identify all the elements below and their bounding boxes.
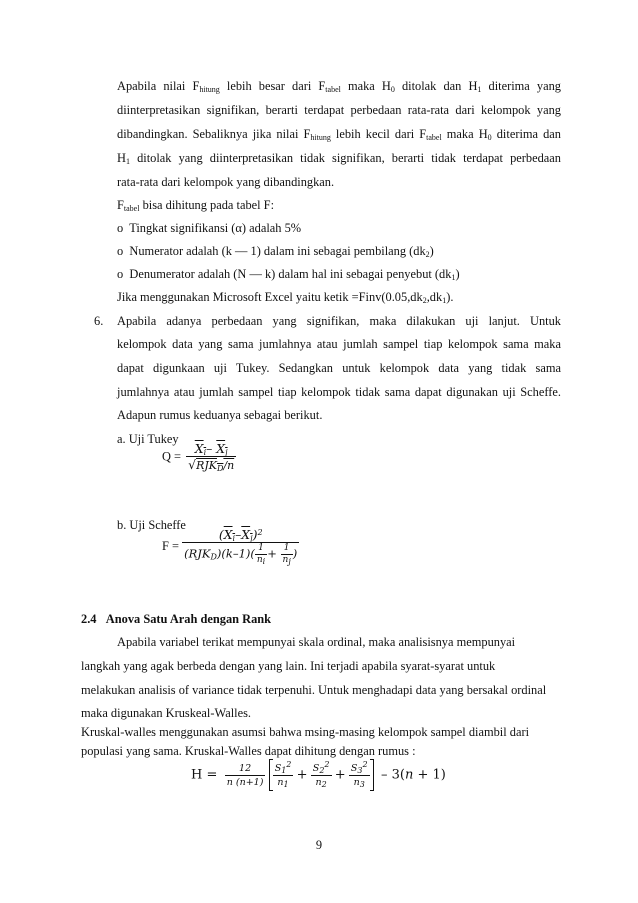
paragraph-line: Apabila variabel terikat mempunyai skala ordinal, maka analisisnya mempunyai [117, 635, 516, 649]
paragraph-line: Apabila nilai $F_{hitung}$ lebih besar dari $F_{tabel}$ maka $H_0$ ditolak dan $H_1$ diterima yang [117, 79, 561, 94]
paragraph-line: maka digunakan Kruskeal-Walles. [81, 706, 252, 720]
paragraph-line: Jika menggunakan Microsoft Excel yaitu ketik $=Finv(0.05,dk_2,dk_1)$. [117, 290, 454, 305]
subsection-label: a. Uji Tukey [117, 432, 179, 446]
paragraph-line: dibandingkan. Sebaliknya jika nilai $F_{hitung}$ lebih kecil dari $F_{tabel}$ maka $H_0$ diterima dan [117, 127, 561, 142]
paragraph-line: Kruskal-walles menggunakan asumsi bahwa msing-masing kelompok sampel diambil dari [81, 725, 530, 739]
paragraph-line: langkah yang agak berbeda dengan yang lain. Ini terjadi apabila syarat-syarat untuk [81, 659, 496, 673]
scheffe-formula: F = $(X_i-X_j)^2$ $(RJK_D)(k-1)$( $\frac{1}{n_i}$ + $\frac{1}{n_j}$ ) [162, 527, 298, 566]
list-number: 6. [94, 314, 104, 328]
list-item: o Tingkat signifikansi (α) adalah 5% [117, 221, 302, 235]
subsection-label: b. Uji Scheffe [117, 518, 186, 532]
paragraph-line: Adapun rumus keduanya sebagai berikut. [117, 408, 323, 422]
paragraph-line: diinterpretasikan signifikan, berarti terdapat perbedaan rata-rata dari kelompok yang [117, 103, 561, 117]
paragraph-line: rata-rata dari kelompok yang dibandingkan. [117, 175, 335, 189]
section-heading: 2.4 Anova Satu Arah dengan Rank [81, 612, 272, 626]
kruskal-wallis-formula: H = $\frac{12}{n (n+1)}$ $\frac{S_1^2}{n_1}$ + $\frac{S_2^2}{n_2}$ + $\frac{S_3^2}{n_3}$ – 3(n + 1) [191, 759, 446, 791]
paragraph-line: kelompok data yang sama jumlahnya atau jumlah sampel tiap kelompok sama maka [117, 337, 561, 351]
paragraph-line: melakukan analisis of variance tidak terpenuhi. Untuk menghadapi data yang bersakal ordinal [81, 683, 547, 697]
paragraph-line: jumlahnya atau jumlah sampel tiap kelompok tidak sama dapat digunakan uji Scheffe. [117, 385, 561, 399]
list-item: o Numerator adalah (k — 1) dalam ini sebagai pembilang $(dk_2)$ [117, 244, 434, 259]
list-item: o Denumerator adalah (N — k) dalam hal ini sebagai penyebut $(dk_1)$ [117, 267, 460, 282]
tukey-formula: Q = $\frac{X_i- X_j}{√RJK_D/n}$ [162, 441, 235, 473]
paragraph-line: $F_{tabel}$ bisa dihitung pada tabel F: [117, 198, 275, 213]
paragraph-line: Apabila adanya perbedaan yang signifikan, maka dilakukan uji lanjut. Untuk [117, 314, 561, 328]
paragraph-line: dapat digunkaan uji Tukey. Sedangkan untuk kelompok data yang tidak sama [117, 361, 561, 375]
paragraph-line: $H_1$ ditolak yang diinterpretasikan tidak signifikan, berarti tidak terdapat perbedaan [117, 151, 561, 166]
paragraph-line: populasi yang sama. Kruskal-Walles dapat dihitung dengan rumus : [81, 744, 416, 758]
page-number: 9 [315, 838, 323, 852]
